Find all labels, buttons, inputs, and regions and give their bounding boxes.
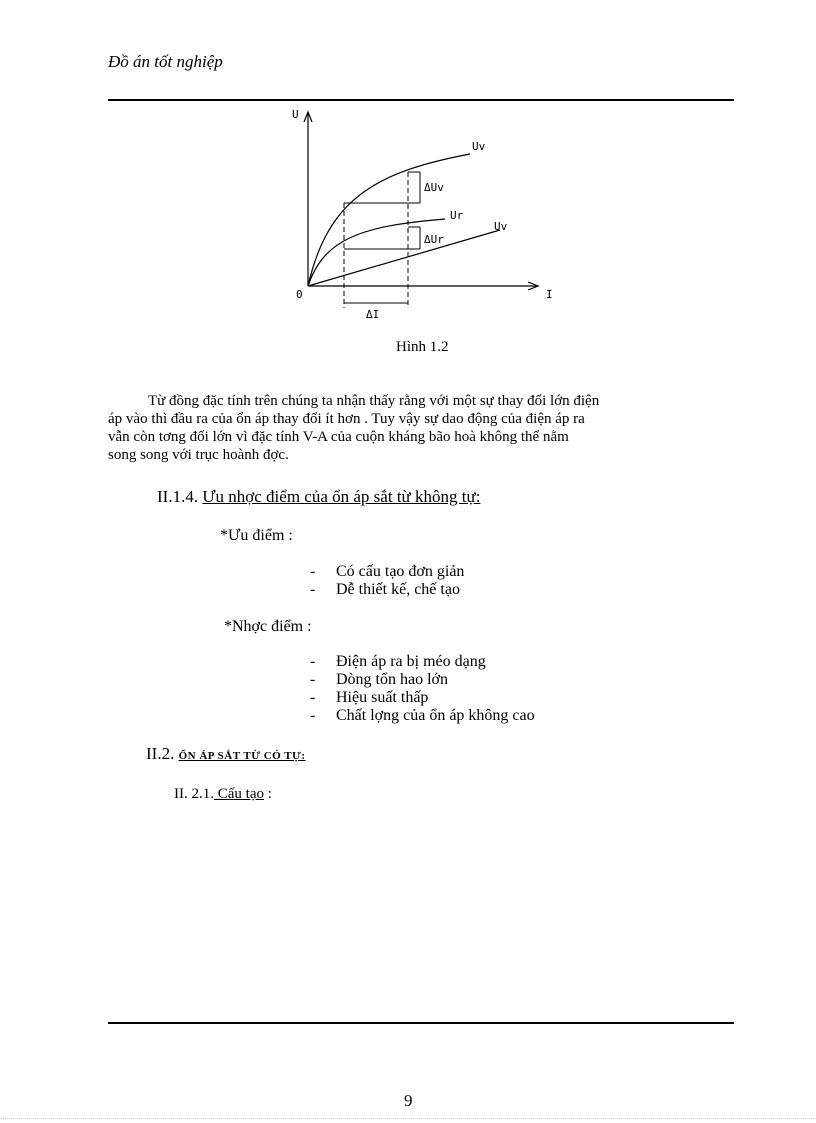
paragraph-line: Từ đồng đặc tính trên chúng ta nhận thấy rằng với một sự thay đổi lớn điện — [148, 393, 600, 409]
figure-caption: Hình 1.2 — [396, 339, 449, 355]
disadvantages-label: *Nhợc điểm : — [224, 618, 312, 635]
section-title: Ưu nhợc điểm của ổn áp sắt từ không tự: — [202, 487, 481, 506]
page-number: 9 — [404, 1091, 413, 1110]
i-axis-label: I — [546, 288, 553, 301]
paragraph-line: vẫn còn tơng đối lớn vì đặc tính V-A của cuộn kháng bão hoà không thể nằm — [108, 429, 569, 445]
section-number: II. 2.1. — [174, 786, 214, 802]
delta-ur-label: ΔUr — [424, 233, 444, 246]
uv-curve — [308, 154, 470, 286]
section-number: II.1.4. — [157, 487, 199, 506]
section-number: II.2. — [146, 744, 175, 763]
header-title: Đồ án tốt nghiệp — [108, 52, 223, 71]
section-title: Cấu tạo — [214, 786, 264, 802]
footer-rule — [108, 1022, 734, 1024]
list-item: - Điện áp ra bị méo dạng — [310, 653, 486, 670]
uv-curve-label: Uv — [472, 140, 486, 153]
u-axis-label: U — [292, 108, 299, 121]
disadvantages-list — [310, 653, 535, 725]
paragraph-line: song song với trục hoành đợc. — [108, 447, 289, 463]
section-heading-2 — [146, 744, 306, 764]
list-item: - Chất lợng của ổn áp không cao — [310, 707, 535, 724]
page-bottom-border — [0, 1118, 816, 1119]
ur-curve-label: Ur — [450, 209, 464, 222]
uv-line-label: Uv — [494, 220, 508, 233]
section-title: ỔN ÁP SẮT TỪ CÓ TỰ: — [178, 750, 306, 762]
figure-1-2 — [290, 104, 570, 324]
list-item: - Dòng tổn hao lớn — [310, 671, 449, 688]
advantages-list — [310, 563, 464, 599]
uv-line — [308, 230, 500, 286]
origin-label: 0 — [296, 288, 303, 301]
advantages-label: *Ưu điểm : — [220, 527, 293, 544]
header-rule — [108, 99, 734, 101]
body-paragraph — [108, 392, 734, 464]
list-item: - Hiệu suất thấp — [310, 689, 429, 706]
delta-i-label: ΔI — [366, 308, 380, 321]
delta-uv-label: ΔUv — [424, 181, 444, 194]
list-item: - Dễ thiết kế, chế tạo — [310, 581, 460, 598]
section-heading-21 — [174, 786, 272, 803]
section-heading-114 — [157, 487, 480, 507]
section-suffix: : — [264, 786, 272, 802]
paragraph-line: áp vào thì đầu ra của ổn áp thay đổi ít hơn . Tuy vậy sự dao động của điện áp ra — [108, 411, 585, 427]
list-item: - Có cấu tạo đơn giản — [310, 563, 465, 580]
